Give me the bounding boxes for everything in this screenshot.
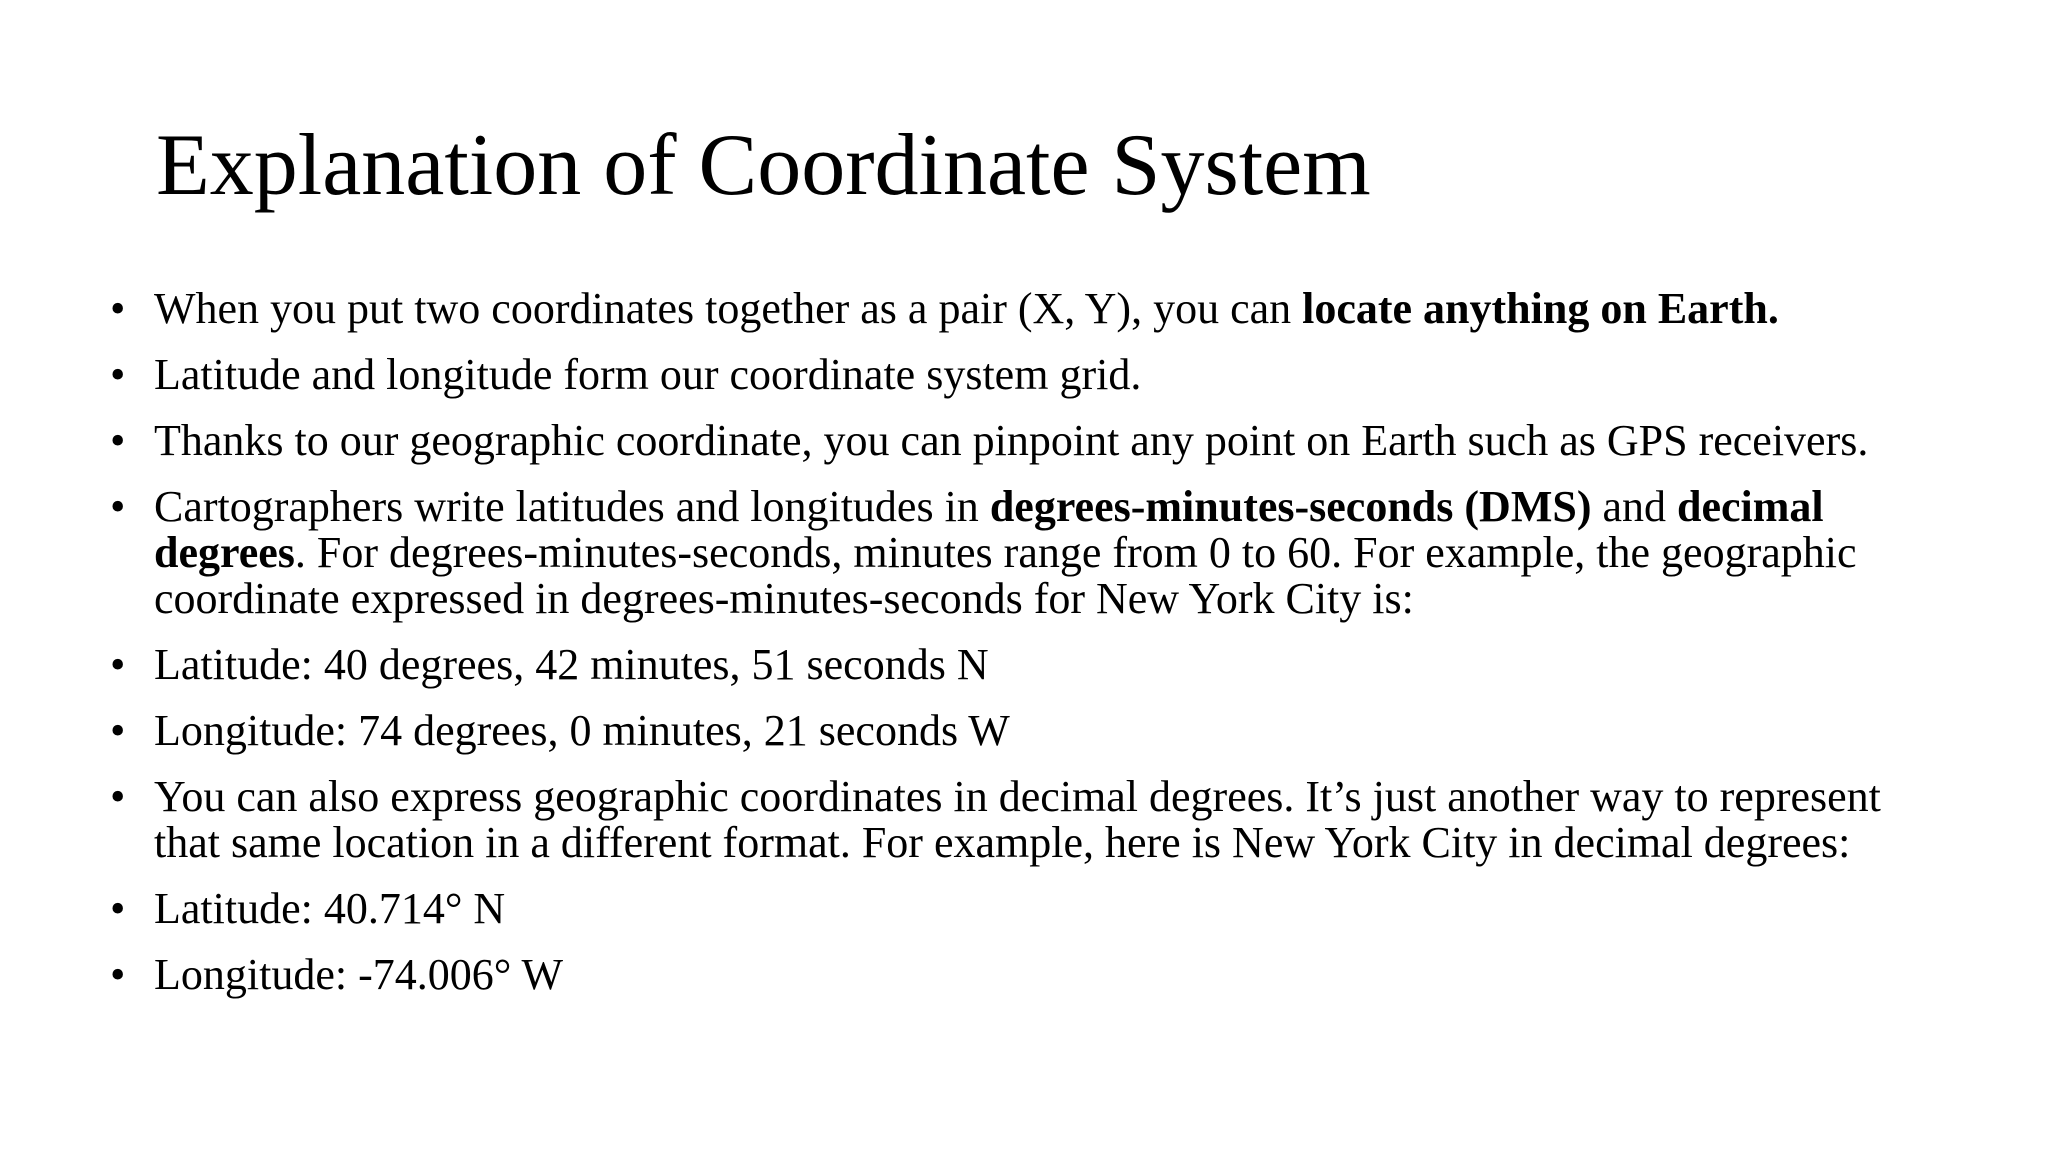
bullet-item xyxy=(110,952,1940,998)
bullet-item xyxy=(110,886,1940,932)
bullet-dot-icon: • xyxy=(110,350,126,399)
bullet-dot-icon: • xyxy=(110,772,126,821)
bullet-text: Latitude: 40.714° N xyxy=(154,884,506,933)
bullet-dot-icon: • xyxy=(110,950,126,999)
bullet-text: Longitude: -74.006° W xyxy=(154,950,564,999)
bullet-item xyxy=(110,352,1940,398)
bullet-dot-icon: • xyxy=(110,640,126,689)
bullet-text: Latitude: 40 degrees, 42 minutes, 51 seconds N xyxy=(154,640,989,689)
bullet-item xyxy=(110,484,1940,622)
bullet-dot-icon: • xyxy=(110,482,126,531)
bullet-text: Longitude: 74 degrees, 0 minutes, 21 seconds W xyxy=(154,706,1010,755)
bullet-item xyxy=(110,774,1940,866)
bullet-text: Thanks to our geographic coordinate, you can pinpoint any point on Earth such as GPS receivers. xyxy=(154,416,1869,465)
bullet-dot-icon: • xyxy=(110,706,126,755)
bullet-text: When you put two coordinates together as a pair (X, Y), you can xyxy=(154,284,1303,333)
slide-title: Explanation of Coordinate System xyxy=(156,117,1371,214)
bullet-dot-icon: • xyxy=(110,416,126,465)
bullet-item xyxy=(110,708,1940,754)
bullet-emphasis: degrees-minutes-seconds (DMS) xyxy=(989,482,1592,531)
bullet-emphasis: decimal degrees xyxy=(154,482,1824,577)
bullet-text: and xyxy=(1591,482,1678,531)
bullet-text: Latitude and longitude form our coordinate system grid. xyxy=(154,350,1142,399)
bullet-emphasis: locate anything on Earth. xyxy=(1302,284,1779,333)
bullet-dot-icon: • xyxy=(110,284,126,333)
bullet-list xyxy=(110,286,1940,1018)
bullet-item xyxy=(110,286,1940,332)
bullet-item xyxy=(110,418,1940,464)
bullet-item xyxy=(110,642,1940,688)
bullet-text: Cartographers write latitudes and longitudes in xyxy=(154,482,990,531)
bullet-text: You can also express geographic coordinates in decimal degrees. It’s just another way to represent that same location in a different format. For example, here is New York City in decimal degrees: xyxy=(154,772,1881,867)
bullet-dot-icon: • xyxy=(110,884,126,933)
bullet-text: . For degrees-minutes-seconds, minutes range from 0 to 60. For example, the geographic coordinate expressed in degrees-minutes-seconds for New York City is: xyxy=(154,528,1857,623)
